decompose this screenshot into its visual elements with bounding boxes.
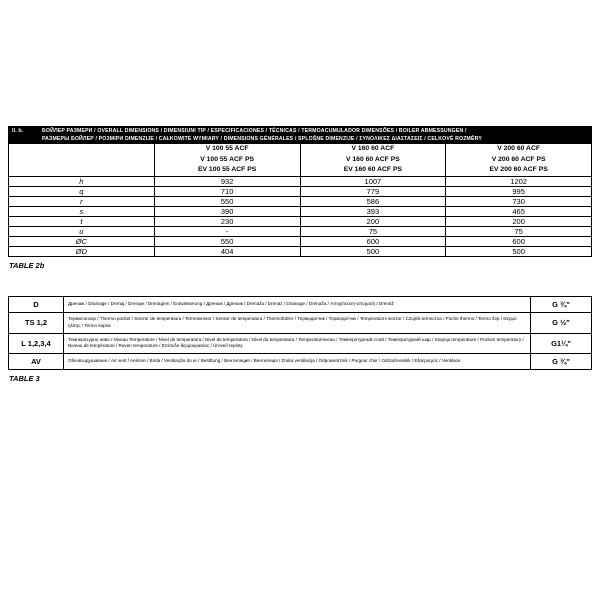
table-cell: 230 (154, 216, 300, 226)
table-cell: 75 (300, 226, 446, 236)
table-cell: 200 (446, 216, 592, 226)
header-line-2 (9, 135, 591, 143)
table-3-caption: TABLE 3 (9, 374, 40, 384)
table-cell: 1202 (446, 176, 592, 186)
table-cell: 500 (446, 246, 592, 256)
symbol-cell: TS 1,2 (9, 312, 64, 333)
row-label: ØC (9, 236, 155, 246)
table-row (9, 186, 592, 196)
row-label: t (9, 216, 155, 226)
table-cell: 932 (154, 176, 300, 186)
table-row (9, 216, 592, 226)
table-cell: 550 (154, 196, 300, 206)
column-header-row (9, 144, 592, 177)
size-cell: G ½" (531, 312, 592, 333)
description-cell: Температурно ниво / Niveau Temperature / Nivel de temperatura / Nivel de temperatura / Nível da temperatura / Temperaturniveau / Температурный слой / Температурний шар / Stopnja temperature / Poziom temperatury / Niveau de température / Raven temperature / Επίπεδο θερμοκρασίας / Úroveň teploty (64, 333, 531, 354)
table-row (9, 236, 592, 246)
table-cell: 200 (300, 216, 446, 226)
table-cell: 393 (300, 206, 446, 216)
row-label: ØD (9, 246, 155, 256)
table-cell: 730 (446, 196, 592, 206)
model-line: EV 200 60 ACF PS (489, 166, 548, 174)
symbol-cell: L 1,2,3,4 (9, 333, 64, 354)
table-row (9, 296, 592, 312)
column-header-3 (446, 144, 592, 177)
table-row (9, 226, 592, 236)
header-line-1 (9, 127, 591, 135)
table-row (9, 206, 592, 216)
row-label: q (9, 186, 155, 196)
table-cell: 779 (300, 186, 446, 196)
row-label: r (9, 196, 155, 206)
header-ref: II. b. (12, 128, 24, 134)
model-line: V 100 55 ACF (205, 145, 249, 153)
table-cell: 404 (154, 246, 300, 256)
table-row (9, 176, 592, 186)
size-cell: G1¼" (531, 333, 592, 354)
table-header-band (9, 127, 592, 144)
description-cell: Обезвъздушаване / Air vent / Aerisire / Brida / Ventilação do ar / Belüftung / Вентиляция / Вентиляція / Zraka ventilacija / Odpowietrznik / Purgeur d'air / Odzračevalnik / Εξαερισμός / Ventilace (64, 354, 531, 370)
header-text-1: БОЙЛЕР РАЗМЕРИ / OVERALL DIMENSIONS / DIMENSIUNI TIP / ESPECIFICACIONES / TÉCNICAS / TERMOACUMULADOR DIMENSÕES / BOILER ABMESSUNGEN / (42, 128, 467, 134)
table-cell: - (154, 226, 300, 236)
table-cell: 465 (446, 206, 592, 216)
row-label: h (9, 176, 155, 186)
size-cell: G ¾" (531, 296, 592, 312)
model-line: V 200 60 ACF (497, 145, 541, 153)
description-cell: Дренаж / Drainage / Drenaj / Drenaje / Drenagem / Entwässerung / Дренаж / Дренаж / Drenaža / Drenaż / Drainage / Drenaža / Αποχέτευση-απορροή / Drenáž (64, 296, 531, 312)
table-row (9, 312, 592, 333)
corner-cell (9, 144, 155, 177)
table-cell: 75 (446, 226, 592, 236)
model-line: V 100 55 ACF PS (200, 155, 255, 163)
table-row (9, 354, 592, 370)
table-row (9, 196, 592, 206)
row-label: s (9, 206, 155, 216)
document-body (8, 126, 592, 383)
table-cell: 500 (300, 246, 446, 256)
table-header-band-row (9, 127, 592, 144)
model-line: V 160 60 ACF PS (345, 155, 400, 163)
size-cell: G ¾" (531, 354, 592, 370)
table-row (9, 333, 592, 354)
model-line: EV 160 60 ACF PS (343, 166, 403, 174)
symbol-cell: AV (9, 354, 64, 370)
table-cell: 710 (154, 186, 300, 196)
table-cell: 600 (446, 236, 592, 246)
table-cell: 586 (300, 196, 446, 206)
table-cell: 1007 (300, 176, 446, 186)
table-cell: 995 (446, 186, 592, 196)
symbol-cell: D (9, 296, 64, 312)
row-label: u (9, 226, 155, 236)
table-row (9, 246, 592, 256)
table-cell: 600 (300, 236, 446, 246)
table-2b-caption: TABLE 2b (9, 260, 45, 270)
table-cell: 390 (154, 206, 300, 216)
description-cell: Термосонзор / Thermo pocket / Senzor de temperatura / Termosensor / Sensor de temperatura / Thermofühler / Термодатчик / Термодатчик / Temperaturni senzor / Czujnik termiczna / Poche thermo / Termo žep / Θερμό ηλίτης / Termo kapsa (64, 312, 531, 333)
column-header-1 (154, 144, 300, 177)
connections-table (8, 296, 592, 371)
model-line: V 160 60 ACF (351, 145, 395, 153)
overall-dimensions-table (8, 126, 592, 257)
header-text-2: РАЗМЕРЫ БОЙЛЕР / РОЗМІРИ DIMENZIJE / CAŁKOWITE WYMIARY / DIMENSIONS GÉNÉRALES / SPLOŠNE DIMENZIJE / ΣΥΝΟΛΙΚΕΣ ΔΙΑΣΤΑΣΕΙΣ / CELKOVÉ ROZMĚRY (42, 136, 482, 143)
column-header-2 (300, 144, 446, 177)
model-line: V 200 60 ACF PS (491, 155, 546, 163)
table-cell: 550 (154, 236, 300, 246)
model-line: EV 100 55 ACF PS (197, 166, 257, 174)
